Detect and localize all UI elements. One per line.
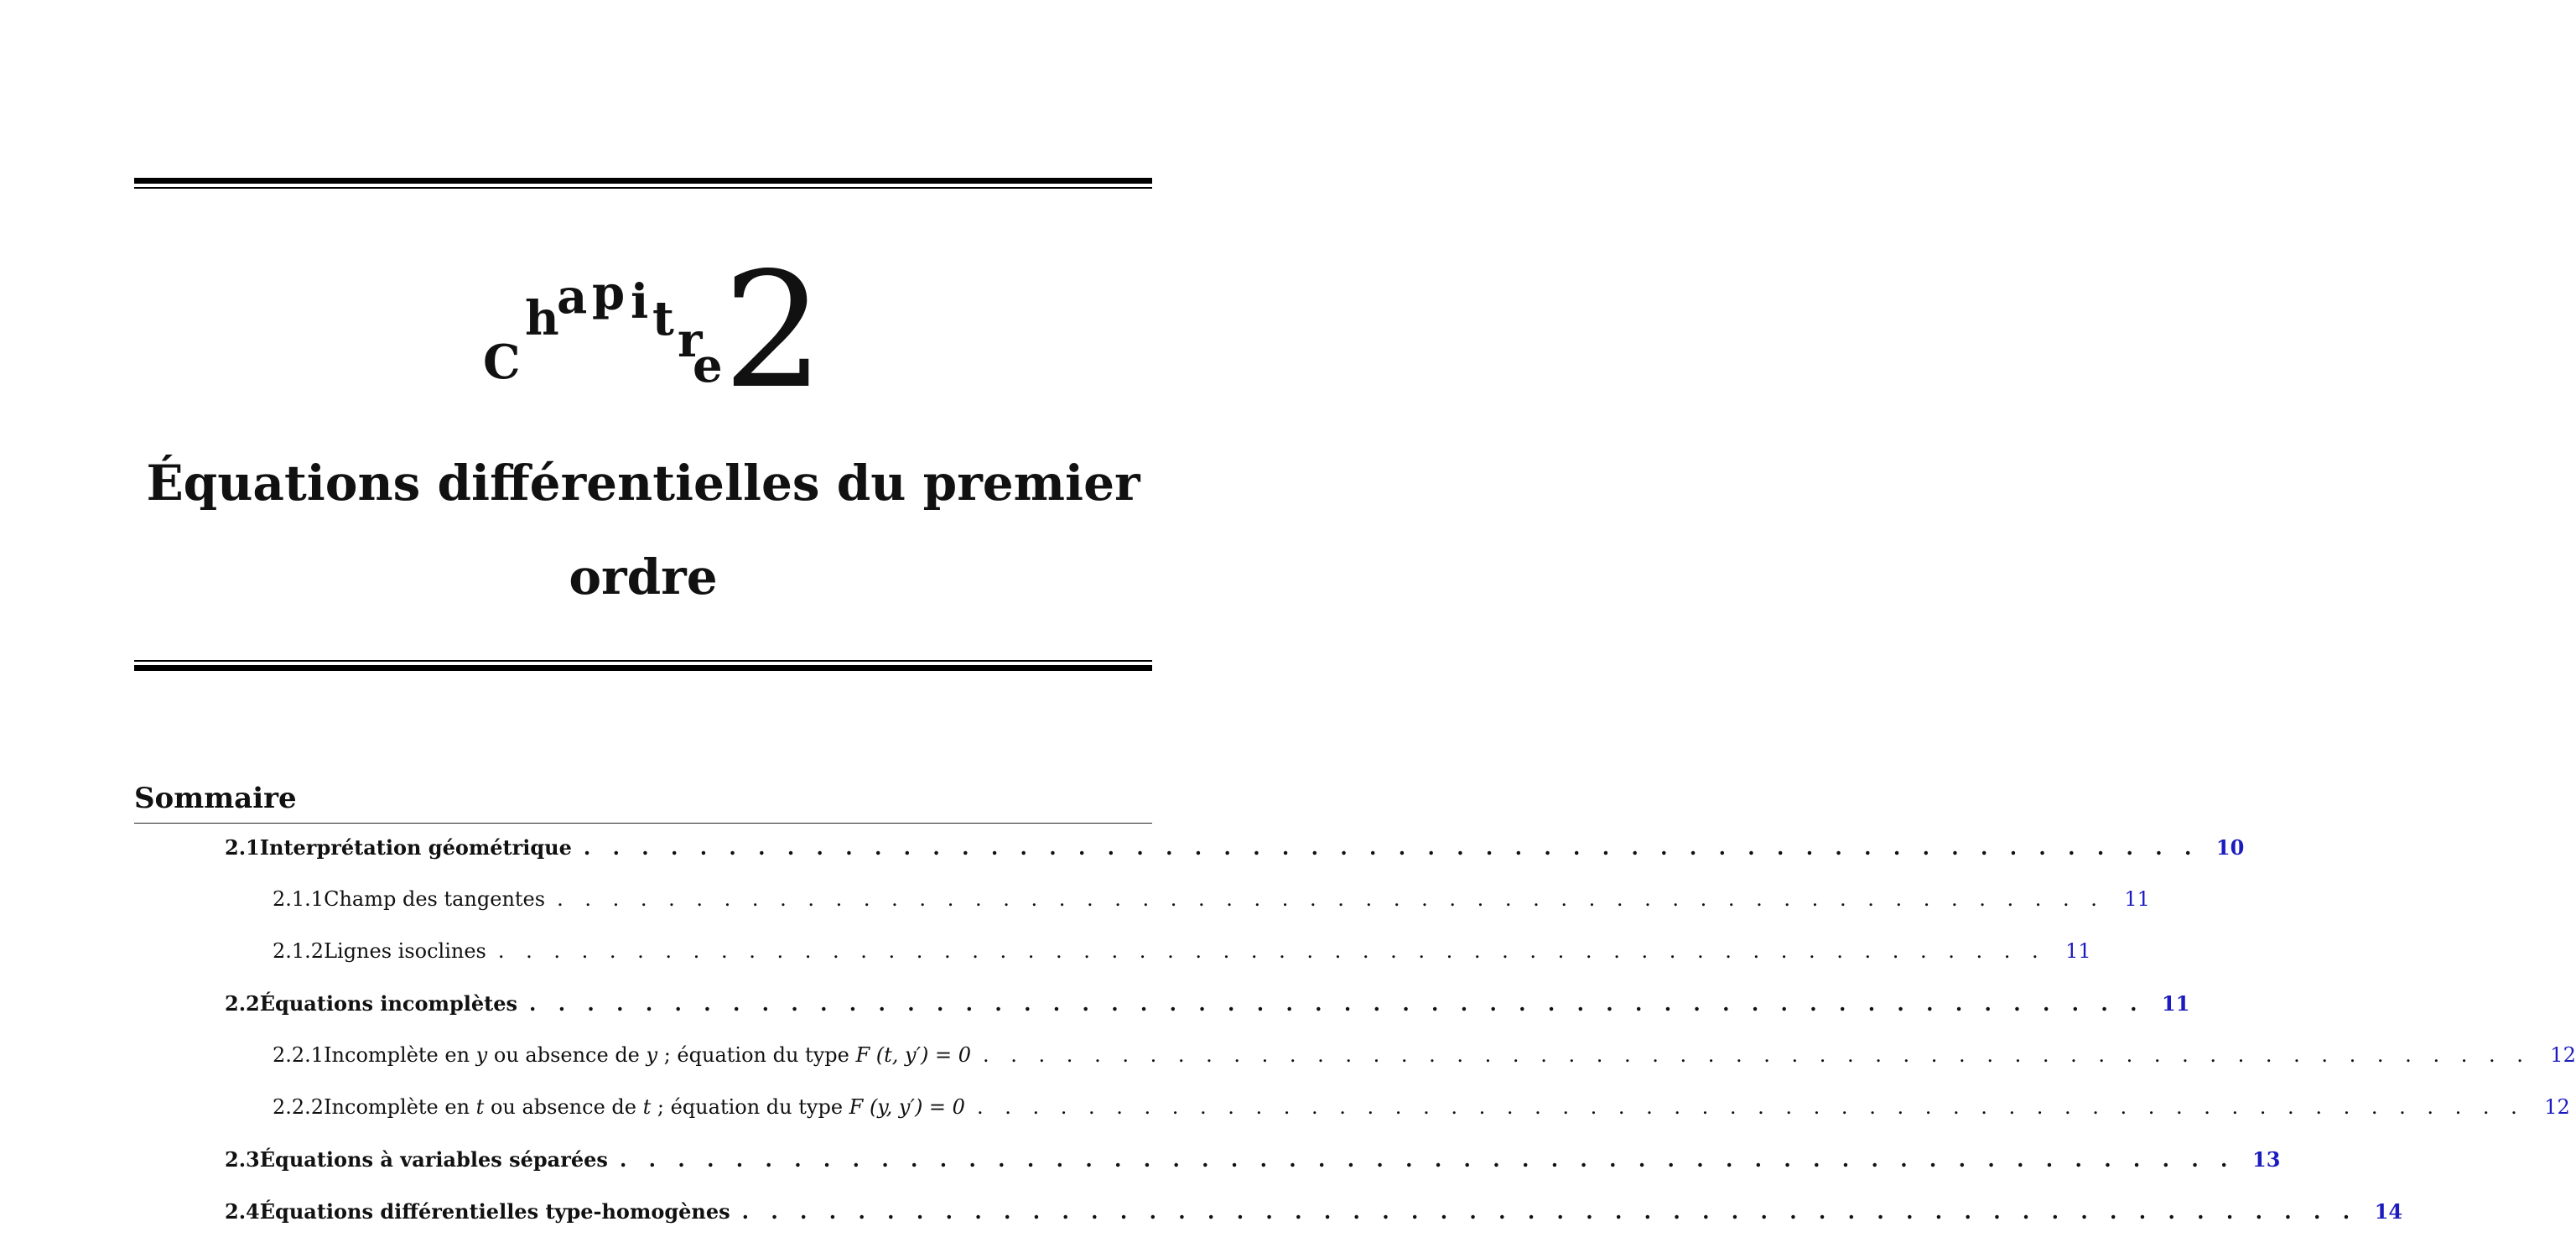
toc-entry[interactable] bbox=[225, 991, 2190, 1025]
toc-entry-number: 2.1.1 bbox=[273, 887, 325, 911]
chapter-title bbox=[134, 436, 1152, 624]
toc-entry-page[interactable]: 10 bbox=[2215, 835, 2245, 860]
math-variable: y bbox=[475, 1043, 488, 1067]
toc-entry-number: 2.4 bbox=[225, 1199, 260, 1224]
label-text: ou absence de bbox=[487, 1043, 647, 1067]
chapter-letter: r bbox=[678, 313, 703, 368]
toc-entry-page[interactable]: 11 bbox=[2162, 991, 2190, 1016]
toc-entry-number: 2.2 bbox=[225, 991, 260, 1016]
toc-entry-label[interactable] bbox=[324, 1043, 971, 1067]
bottom-rule-thin bbox=[134, 660, 1152, 662]
top-rule-thin bbox=[134, 187, 1152, 189]
label-text: Incomplète en bbox=[324, 1043, 476, 1067]
toc-heading: Sommaire bbox=[134, 782, 297, 815]
chapter-letter: C bbox=[483, 335, 521, 390]
toc-entry[interactable] bbox=[225, 1199, 2403, 1233]
toc-entry-page[interactable]: 13 bbox=[2252, 1147, 2281, 1172]
toc-divider bbox=[134, 823, 1152, 824]
label-text: Incomplète en bbox=[324, 1095, 476, 1119]
math-variable: y bbox=[646, 1043, 658, 1067]
math-equation: F (y, y′) = 0 bbox=[849, 1095, 965, 1119]
chapter-letter: i bbox=[631, 274, 649, 330]
math-equation: F (t, y′) = 0 bbox=[855, 1043, 972, 1067]
toc-entry[interactable] bbox=[273, 887, 2150, 921]
toc-leader-dots: . . . . . . . . . . . . . . . . . . . . . . . . . . . . . . . . . . . . . . . . . . . . . . . . . . . . . . . . bbox=[557, 887, 2105, 911]
toc-leader-dots: . . . . . . . . . . . . . . . . . . . . . . . . . . . . . . . . . . . . . . . . . . . . . . . . . . . . . . . . bbox=[976, 1095, 2525, 1119]
toc-entry[interactable] bbox=[273, 1095, 2570, 1129]
toc-entry-number: 2.1.2 bbox=[273, 939, 325, 963]
chapter-letter: h bbox=[525, 291, 559, 346]
chapter-letter: p bbox=[592, 266, 626, 321]
chapter-number: 2 bbox=[723, 238, 824, 424]
toc-entry-label[interactable]: Équations incomplètes bbox=[259, 991, 517, 1016]
toc-leader-dots: . . . . . . . . . . . . . . . . . . . . . . . . . . . . . . . . . . . . . . . . . . . . . . . . . . . . . . . . bbox=[528, 991, 2145, 1016]
toc-entry-page[interactable]: 11 bbox=[2065, 939, 2091, 963]
bottom-rule-thick bbox=[134, 665, 1152, 671]
toc-entry-number: 2.3 bbox=[225, 1147, 260, 1172]
toc-entry-label[interactable]: Champ des tangentes bbox=[324, 887, 546, 911]
toc-entry-label[interactable]: Équations différentielles type-homogènes bbox=[259, 1199, 730, 1224]
toc-entry-label[interactable] bbox=[324, 1095, 965, 1119]
chapter-title-line: ordre bbox=[569, 548, 718, 606]
toc-entry-label[interactable]: Interprétation géométrique bbox=[259, 835, 572, 860]
math-variable: t bbox=[475, 1095, 485, 1119]
toc-leader-dots: . . . . . . . . . . . . . . . . . . . . . . . . . . . . . . . . . . . . . . . . . . . . . . . . . . . . . . . . bbox=[741, 1199, 2358, 1224]
toc-entry-number: 2.1 bbox=[225, 835, 260, 860]
toc-entry-page[interactable]: 14 bbox=[2374, 1199, 2403, 1224]
toc-entry-page[interactable]: 12 bbox=[2544, 1095, 2570, 1119]
top-rule-thick bbox=[134, 178, 1152, 184]
chapter-letter: a bbox=[557, 269, 588, 325]
label-text: ; équation du type bbox=[651, 1095, 849, 1119]
toc-entry[interactable] bbox=[273, 1043, 2576, 1077]
chapter-title-line: Équations différentielles du premier bbox=[146, 455, 1140, 512]
toc-entry-label[interactable]: Équations à variables séparées bbox=[259, 1147, 608, 1172]
math-variable: t bbox=[642, 1095, 652, 1119]
toc-entry-number: 2.2.1 bbox=[273, 1043, 325, 1067]
toc-entry[interactable] bbox=[225, 835, 2245, 869]
label-text: ou absence de bbox=[484, 1095, 643, 1119]
toc-entry-label[interactable]: Lignes isoclines bbox=[324, 939, 486, 963]
chapter-letter: e bbox=[693, 338, 723, 393]
toc-entry-page[interactable]: 11 bbox=[2124, 887, 2150, 911]
chapter-letter: t bbox=[652, 291, 674, 346]
toc-entry[interactable] bbox=[273, 939, 2091, 973]
toc-entry-number: 2.2.2 bbox=[273, 1095, 325, 1119]
toc-leader-dots: . . . . . . . . . . . . . . . . . . . . . . . . . . . . . . . . . . . . . . . . . . . . . . . . . . . . . . . . bbox=[583, 835, 2199, 860]
toc-leader-dots: . . . . . . . . . . . . . . . . . . . . . . . . . . . . . . . . . . . . . . . . . . . . . . . . . . . . . . . . bbox=[983, 1043, 2531, 1067]
toc-entry-page[interactable]: 12 bbox=[2550, 1043, 2576, 1067]
toc-leader-dots: . . . . . . . . . . . . . . . . . . . . . . . . . . . . . . . . . . . . . . . . . . . . . . . . . . . . . . . . bbox=[619, 1147, 2236, 1172]
toc-entry[interactable] bbox=[225, 1147, 2281, 1181]
toc-leader-dots: . . . . . . . . . . . . . . . . . . . . . . . . . . . . . . . . . . . . . . . . . . . . . . . . . . . . . . . . bbox=[497, 939, 2046, 963]
label-text: ; équation du type bbox=[657, 1043, 856, 1067]
